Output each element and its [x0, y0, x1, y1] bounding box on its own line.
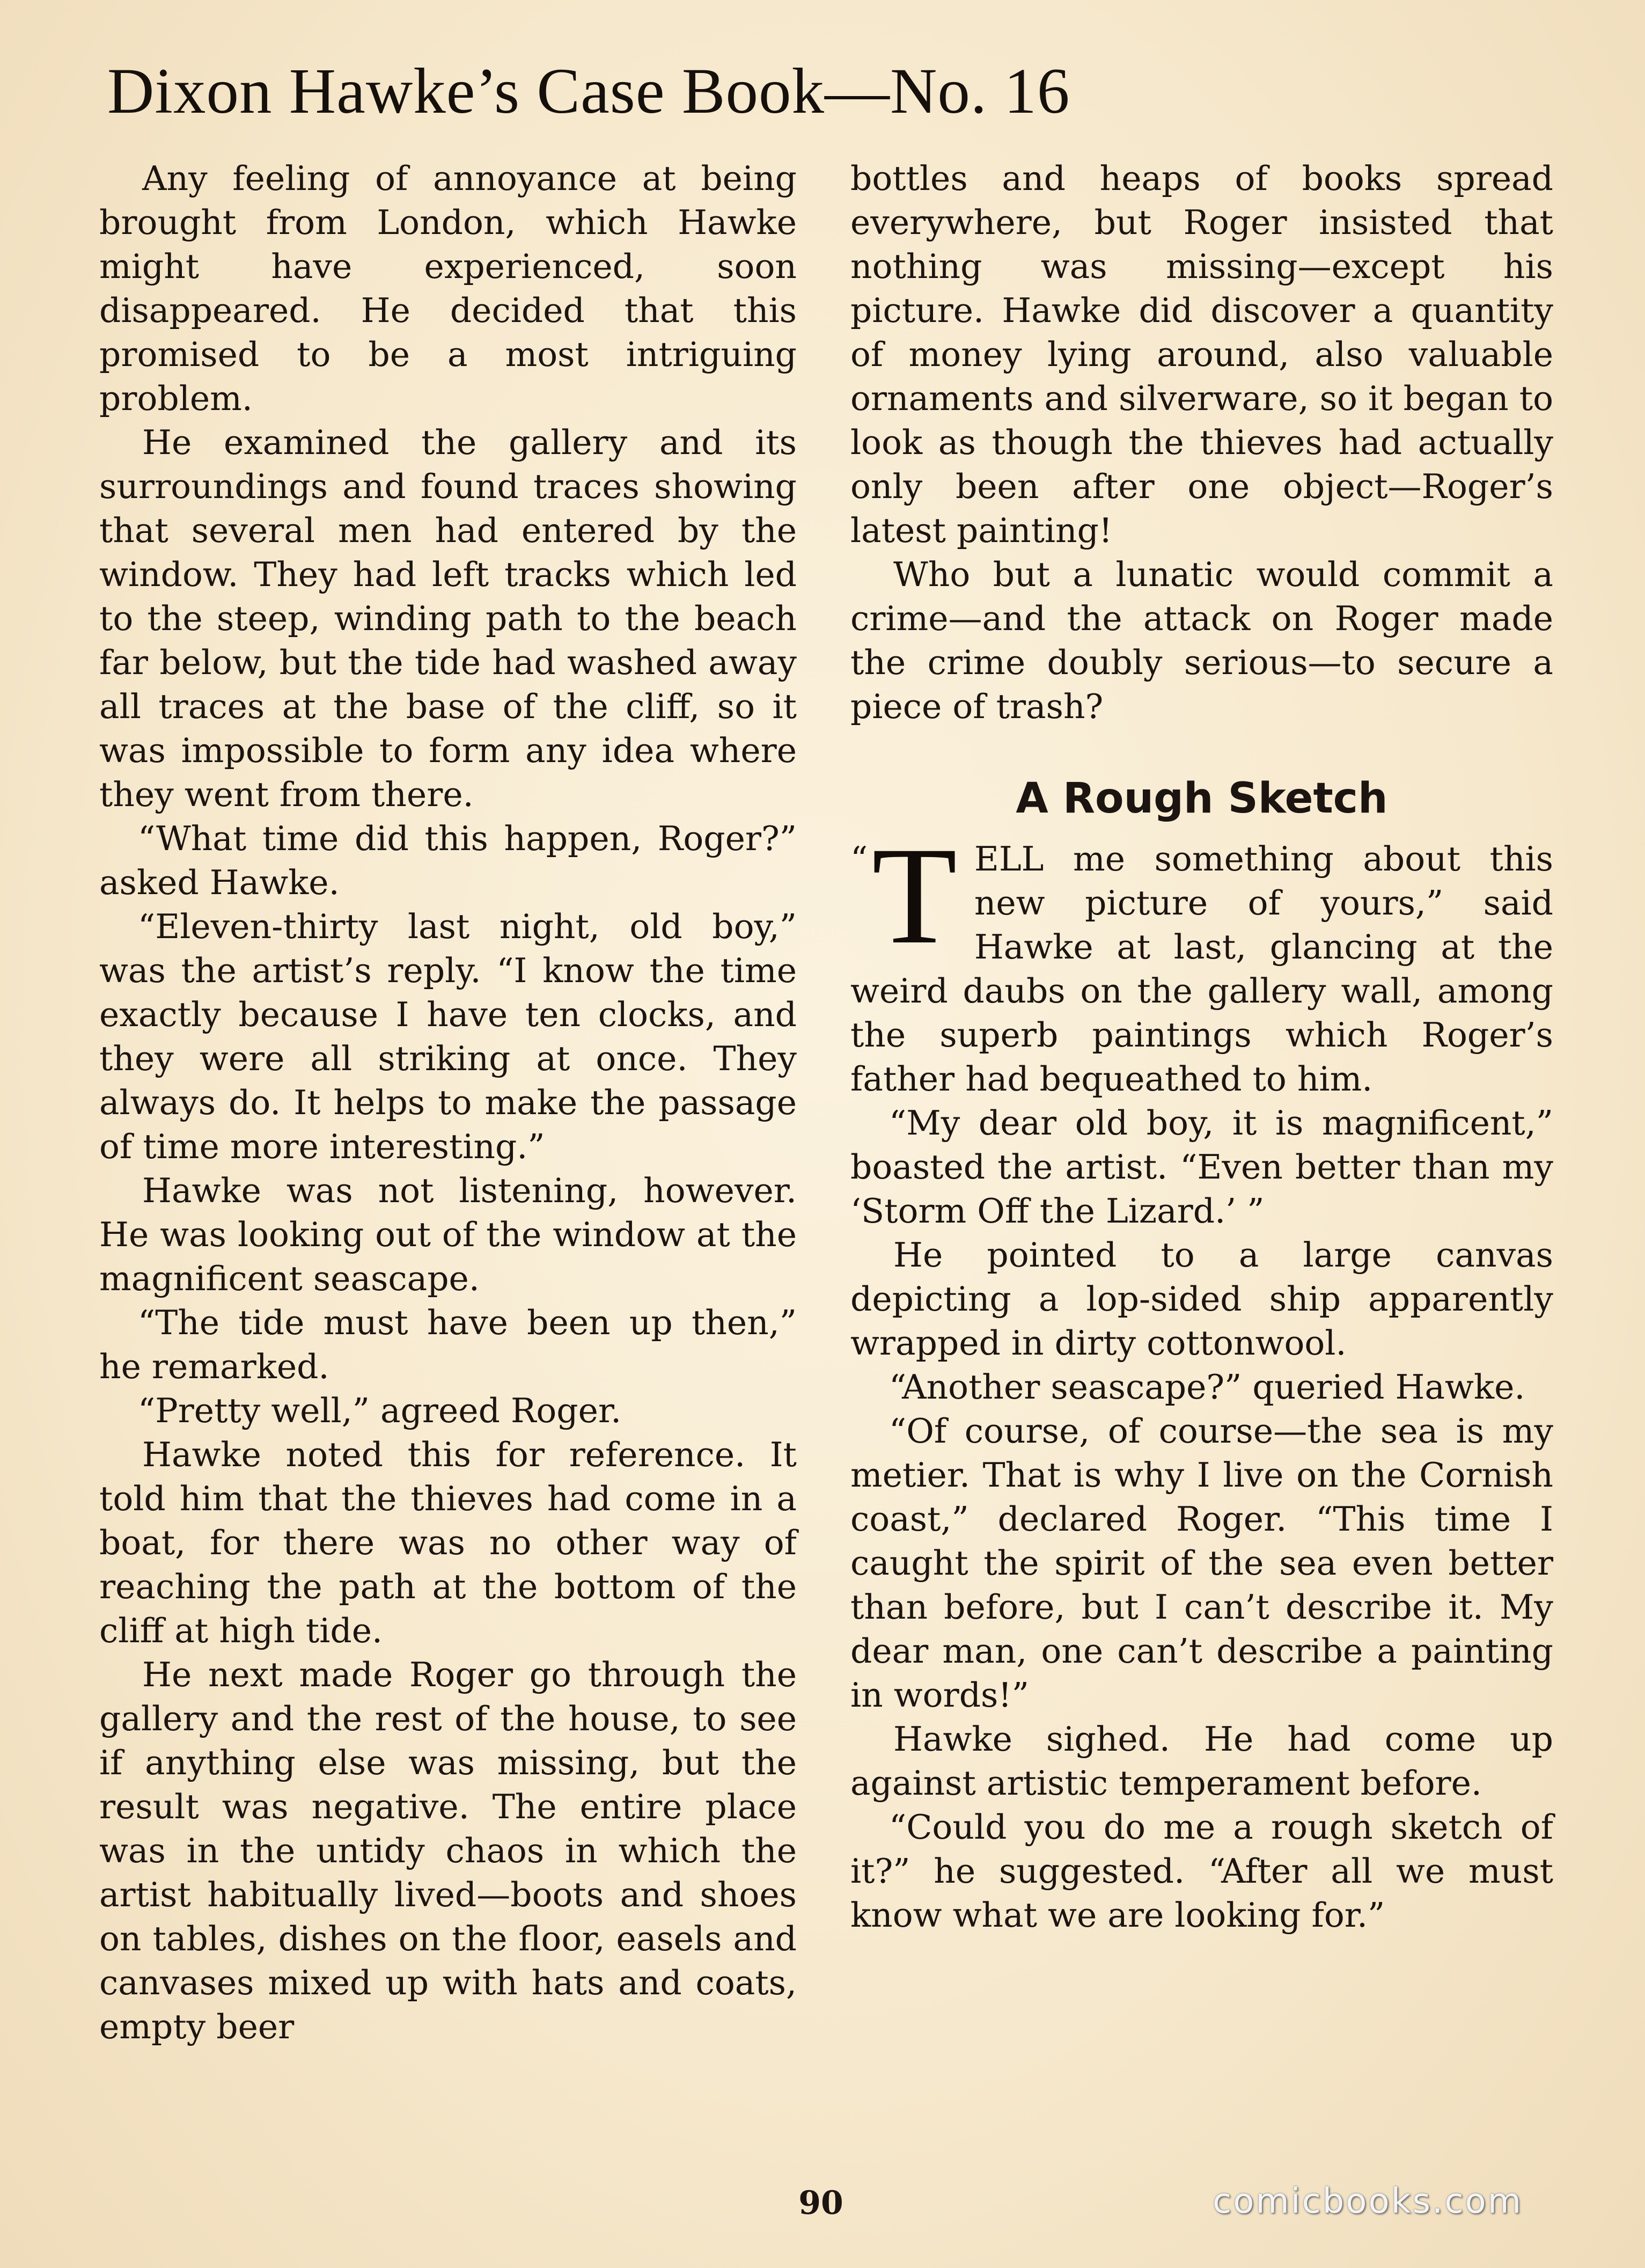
paragraph: Hawke noted this for reference. It told him that the thieves had come in a boat, for there was no other way of reaching the path at the bottom of the cliff at high tide. [99, 1435, 797, 1650]
paragraph: “What time did this happen, Roger?” asked Hawke. [99, 819, 797, 902]
paragraph: Hawke was not listening, however. He was looking out of the window at the magnificent seascape. [99, 1171, 797, 1298]
drop-cap-letter: T [872, 818, 957, 973]
paragraph: “Pretty well,” agreed Roger. [138, 1391, 622, 1430]
left-column [99, 157, 797, 2049]
paragraph: Any feeling of annoyance at being brought from London, which Hawke might have experienced, soon disappeared. He decided that this promised to be a most intriguing problem. [99, 159, 797, 418]
paragraph: bottles and heaps of books spread everywhere, but Roger insisted that nothing was missing—except his picture. Hawke did discover a quantity of money lying around, also valuable ornaments and silverware, so it began to look as though the thieves had actually only been after one object—Roger’s latest painting! [850, 159, 1553, 550]
right-column [850, 157, 1553, 1937]
section-heading: A Rough Sketch [1016, 774, 1388, 823]
paragraph: He pointed to a large canvas depicting a lop-sided ship apparently wrapped in dirty cottonwool. [850, 1235, 1553, 1363]
paragraph: Who but a lunatic would commit a crime—and the attack on Roger made the crime doubly serious—to secure a piece of trash? [850, 555, 1553, 726]
drop-cap-paragraph [850, 818, 1553, 1101]
opening-quote-mark: “ [850, 839, 868, 879]
page-title: Dixon Hawke’s Case Book—No. 16 [107, 55, 1070, 127]
paragraph: Hawke sighed. He had come up against artistic temperament before. [850, 1720, 1553, 1803]
watermark: comicbooks.com [1213, 2182, 1523, 2221]
paragraph: “Eleven-thirty last night, old boy,” was the artist’s reply. “I know the time exactly because I have ten clocks, and they were all striking at once. They always do. It helps to make the passage of time more interesting.” [99, 907, 797, 1166]
paragraph: “Of course, of course—the sea is my metier. That is why I live on the Cornish coast,” declared Roger. “This time I caught the spirit of the sea even better than before, but I can’t describe it. My dear man, one can’t describe a painting in words!” [850, 1411, 1553, 1715]
paragraph: “My dear old boy, it is magnificent,” boasted the artist. “Even better than my ‘Storm Off the Lizard.’ ” [850, 1103, 1553, 1231]
paragraph: “The tide must have been up then,” he remarked. [99, 1303, 797, 1386]
page-number: 90 [798, 2184, 843, 2222]
drop-cap-paragraph-text: ELL me something about this new picture of yours,” said Hawke at last, glancing at the weird daubs on the gallery wall, among the superb paintings which Roger’s father had bequeathed to him. [850, 839, 1553, 1099]
paragraph: He next made Roger go through the gallery and the rest of the house, to see if anything else was missing, but the result was negative. The entire place was in the untidy chaos in which the artist habitually lived—boots and shoes on tables, dishes on the floor, easels and canvases mixed up with hats and coats, empty beer [99, 1655, 797, 2046]
paragraph: He examined the gallery and its surroundings and found traces showing that several men had entered by the window. They had left tracks which led to the steep, winding path to the beach far below, but the tide had washed away all traces at the base of the cliff, so it was impossible to form any idea where they went from there. [99, 423, 797, 814]
paragraph: “Could you do me a rough sketch of it?” he suggested. “After all we must know what we are looking for.” [850, 1808, 1553, 1935]
paragraph: “Another seascape?” queried Hawke. [889, 1367, 1525, 1407]
